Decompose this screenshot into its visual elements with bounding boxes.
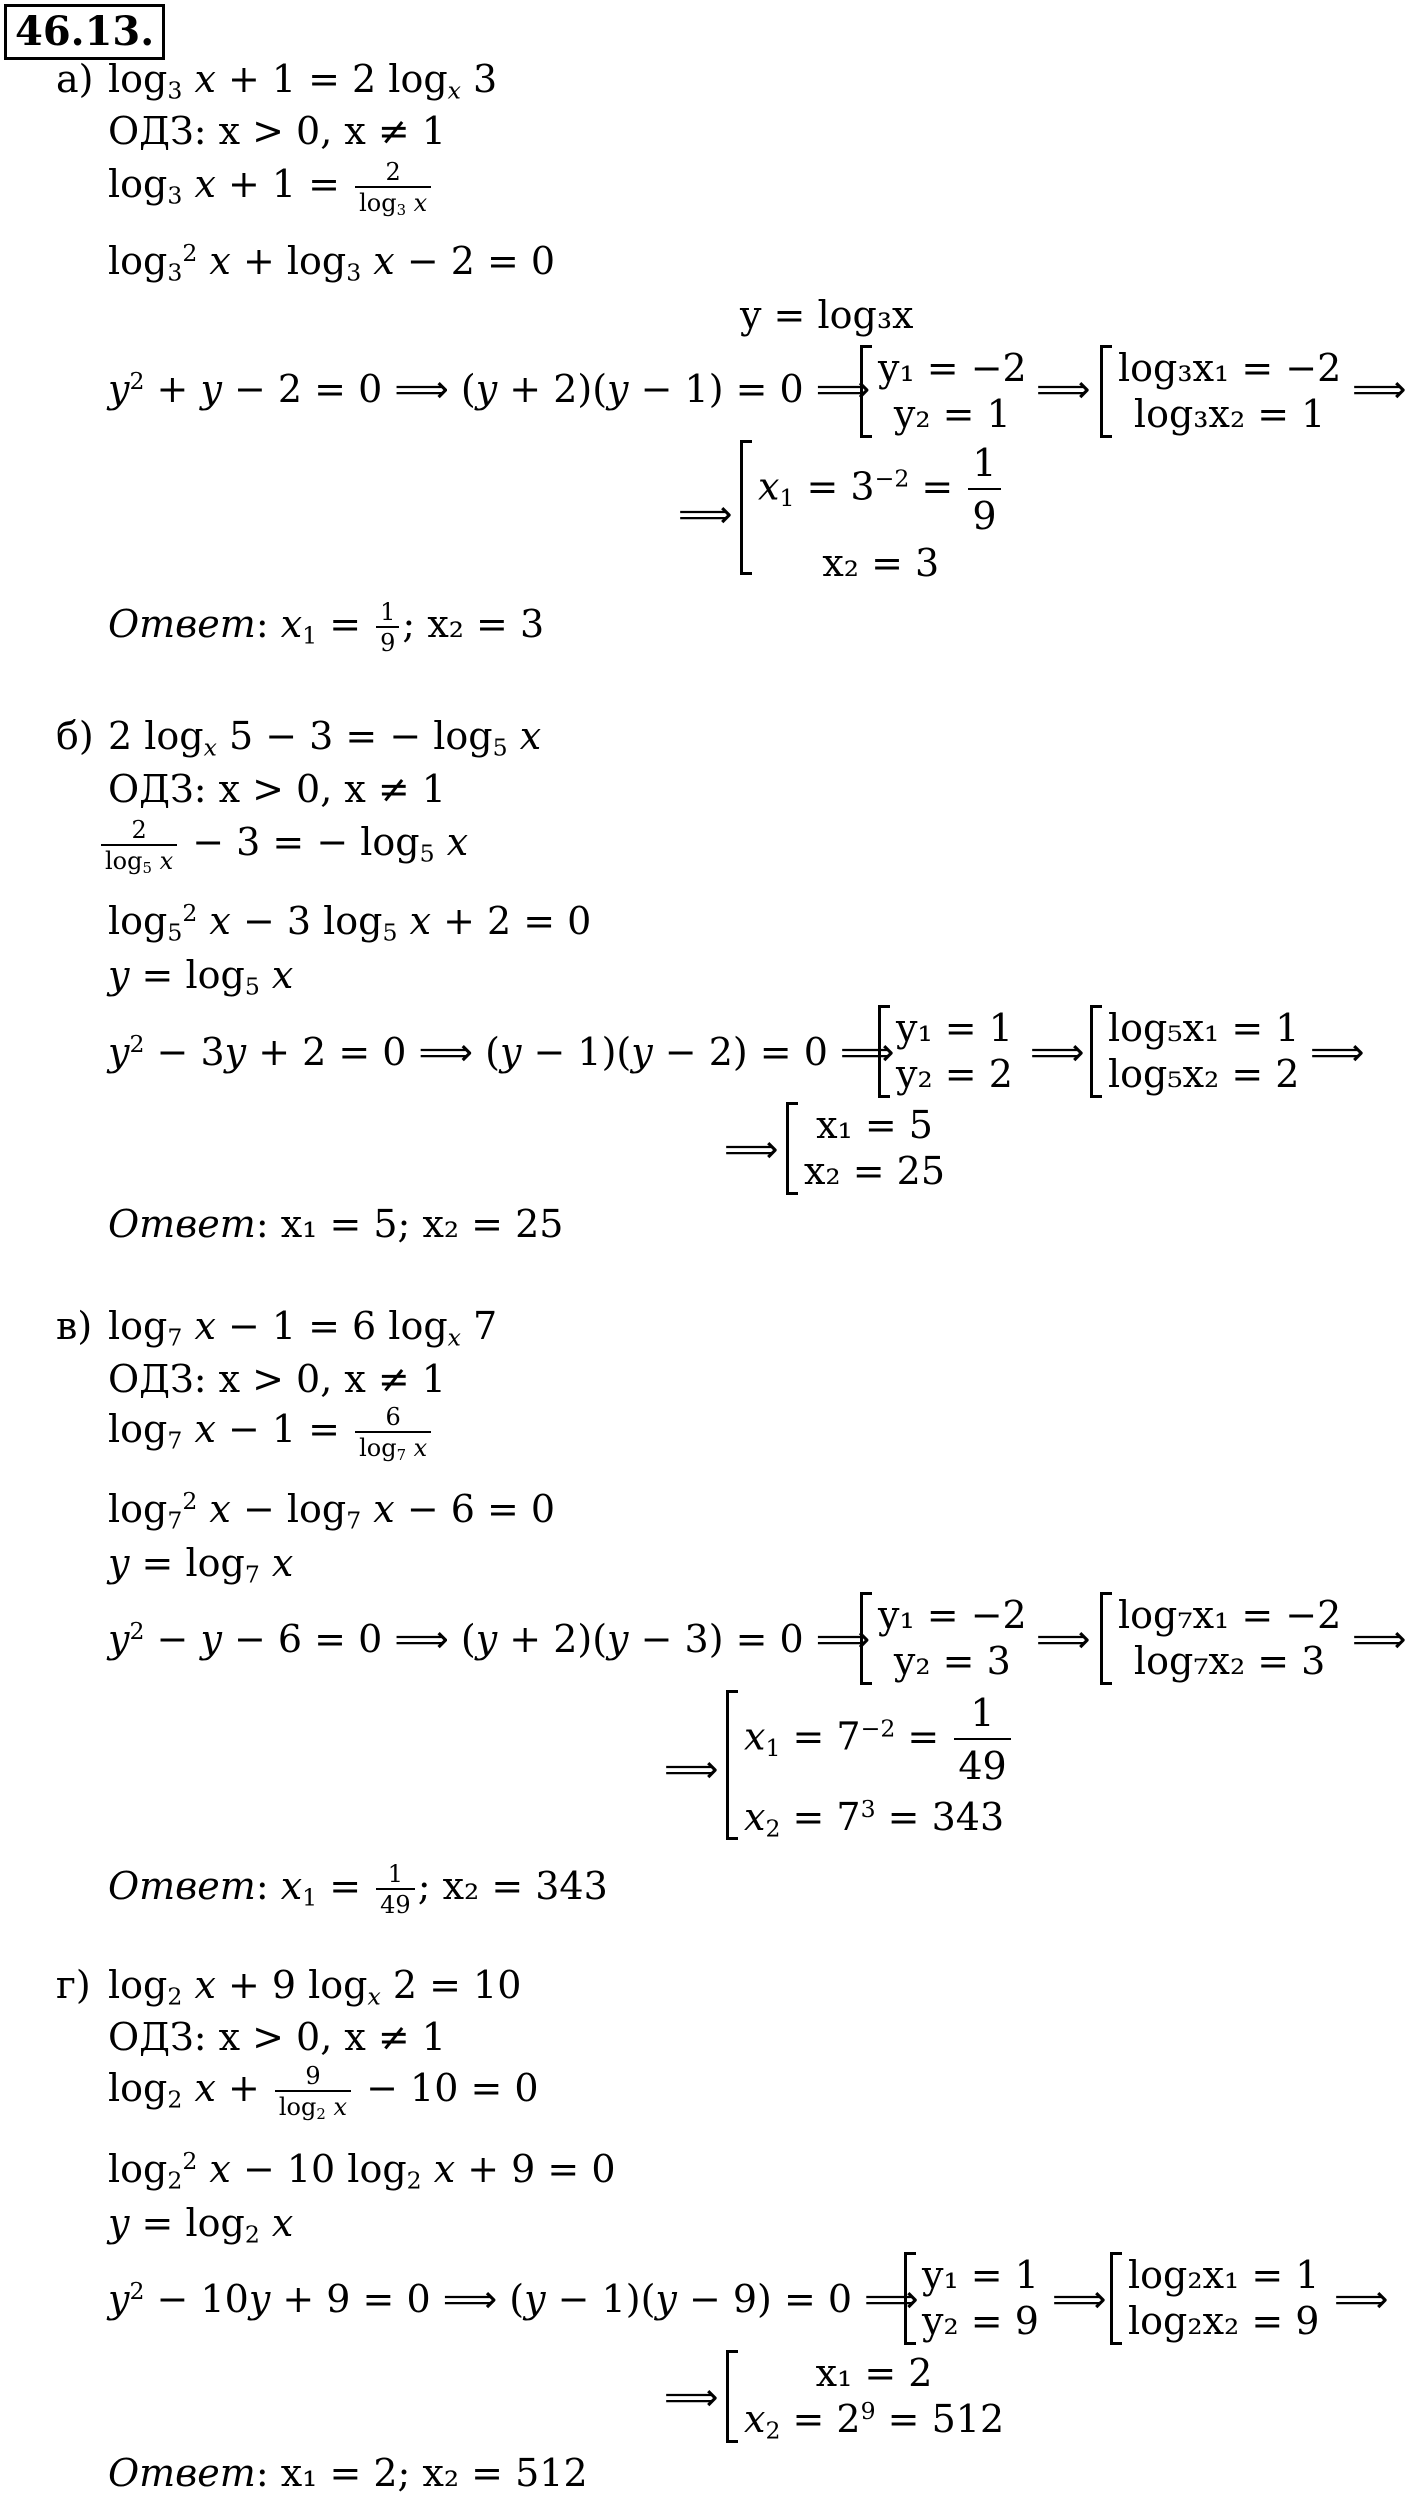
part-b-system-y: [878, 1005, 1013, 1098]
part-g-y2: y₂ = 9: [922, 2299, 1039, 2344]
part-g-odz: ОДЗ: x > 0, x ≠ 1: [108, 2015, 446, 2059]
part-v-log2: log₇x₂ = 3: [1133, 1639, 1326, 1684]
part-v-label: в): [56, 1304, 93, 1348]
part-g-system-x: [726, 2350, 1004, 2443]
part-b-implies: ⟹: [1030, 1030, 1085, 1074]
part-v-odz: ОДЗ: x > 0, x ≠ 1: [108, 1357, 446, 1401]
part-v-quadratic: $y^2 - y - 6 = 0$ ⟹ (y + 2)(y − 3) = 0 ⟹: [108, 1617, 871, 1661]
part-g-y1: y₁ = 1: [922, 2253, 1039, 2297]
part-v-answer: Ответ: $x_1$ = $\frac{1}{49}$ ; x₂ = 343: [108, 1860, 608, 1919]
part-a-x1: $x_1 = 3^{-2}$ = $\frac{1}{9}$: [758, 440, 1004, 540]
part-a-step-2: $\log_3^2 x + \log_3 x - 2 = 0$: [108, 239, 556, 287]
part-a-equation: $\log_3 x + 1 = 2$ $\log_x 3$: [108, 57, 498, 105]
part-a-y1: y₁ = −2: [878, 346, 1027, 390]
part-v-equation: $\log_7 x - 1 = 6$ $\log_x 7$: [108, 1304, 498, 1352]
part-g-log2: log₂x₂ = 9: [1128, 2299, 1320, 2344]
part-v-x2: $x_2 = 7^3 = 343$: [744, 1794, 1005, 1843]
part-a-implies-2: ⟹: [1352, 367, 1406, 411]
part-g-system-log: [1110, 2252, 1319, 2345]
part-g-implies: ⟹: [1052, 2277, 1107, 2321]
part-a-quadratic: $y^2 + y - 2 = 0$ ⟹ (y + 2)(y − 1) = 0 ⟹: [108, 367, 871, 411]
part-g-label: г): [56, 1963, 91, 2007]
part-b-implies-2: ⟹: [1310, 1030, 1365, 1074]
part-b-equation: 2 $\log_x 5 - 3$ = − $\log_5 x$: [108, 714, 542, 762]
part-g-x2: $x_2 = 2^9 = 512$: [744, 2397, 1005, 2445]
part-v-implies-3: ⟹: [664, 1747, 719, 1791]
part-g-quadratic: $y^2 - 10y + 9 = 0$ ⟹ (y − 1)(y − 9) = 0 ⟹: [108, 2277, 919, 2321]
part-g-implies-2: ⟹: [1334, 2277, 1389, 2321]
part-b-log2: log₅x₂ = 2: [1108, 1052, 1300, 1097]
part-v-system-y: [860, 1592, 1027, 1685]
part-a-odz: ОДЗ: x > 0, x ≠ 1: [108, 109, 446, 153]
part-g-equation: $\log_2 x + 9$ $\log_x 2 = 10$: [108, 1963, 522, 2011]
part-b-x2: x₂ = 25: [804, 1149, 946, 1194]
part-v-step-2: $\log_7^2 x - \log_7 x - 6 = 0$: [108, 1487, 556, 1535]
part-v-y2: y₂ = 3: [893, 1639, 1011, 1684]
part-b-odz: ОДЗ: x > 0, x ≠ 1: [108, 767, 446, 811]
part-b-y2: y₂ = 2: [896, 1052, 1013, 1097]
problem-number: 46.13.: [4, 4, 165, 60]
part-b-answer: Ответ: x₁ = 5; x₂ = 25: [108, 1202, 564, 1246]
part-a-system-log: [1100, 345, 1341, 438]
part-a-system-x: [740, 440, 1004, 585]
part-a-y2: y₂ = 1: [893, 392, 1011, 437]
part-b-label: б): [56, 714, 94, 758]
part-v-log1: log₇x₁ = −2: [1118, 1593, 1342, 1637]
part-b-step-1: $\frac{2}{\log_5 x}$ − 3 = − $\log_5 x$: [98, 818, 468, 873]
part-b-substitution: $y = \log_5 x$: [108, 953, 294, 1001]
part-v-x1: $x_1 = 7^{-2}$ = $\frac{1}{49}$: [744, 1690, 1014, 1790]
part-g-substitution: $y = \log_2 x$: [108, 2201, 294, 2249]
part-b-log1: log₅x₁ = 1: [1108, 1006, 1300, 1050]
part-b-x1: x₁ = 5: [816, 1103, 933, 1147]
part-g-answer: Ответ: x₁ = 2; x₂ = 512: [108, 2451, 588, 2495]
part-g-log1: log₂x₁ = 1: [1128, 2253, 1320, 2297]
part-v-implies-2: ⟹: [1352, 1617, 1406, 1661]
part-g-x1: x₁ = 2: [815, 2351, 933, 2395]
part-a-log2: log₃x₂ = 1: [1133, 392, 1326, 437]
part-a-implies-3: ⟹: [678, 492, 733, 536]
part-b-implies-3: ⟹: [724, 1127, 779, 1171]
part-a-implies: ⟹: [1036, 367, 1091, 411]
part-g-implies-3: ⟹: [664, 2375, 719, 2419]
part-v-system-log: [1100, 1592, 1341, 1685]
part-v-system-x: [726, 1690, 1014, 1843]
part-a-step-1: $\log_3 x + 1$ = $\frac{2}{\log_3 x}$: [108, 160, 434, 215]
part-a-answer: Ответ: $x_1$ = $\frac{1}{9}$ ; x₂ = 3: [108, 598, 545, 657]
part-v-step-1: $\log_7 x - 1$ = $\frac{6}{\log_7 x}$: [108, 1405, 434, 1460]
part-b-step-2: $\log_5^2 x - 3$ $\log_5 x + 2 = 0$: [108, 899, 592, 947]
part-a-x2: x₂ = 3: [822, 540, 940, 585]
part-a-log1: log₃x₁ = −2: [1118, 346, 1342, 390]
part-g-step-1: $\log_2 x$ + $\frac{9}{\log_2 x}$ − 10 = 0: [108, 2062, 539, 2124]
part-v-y1: y₁ = −2: [878, 1593, 1027, 1637]
part-g-system-y: [904, 2252, 1039, 2345]
part-b-system-x: [786, 1102, 945, 1195]
part-a-label: а): [56, 57, 94, 101]
part-v-implies: ⟹: [1036, 1617, 1091, 1661]
part-g-step-2: $\log_2^2 x - 10$ $\log_2 x + 9 = 0$: [108, 2147, 616, 2195]
part-b-system-log: [1090, 1005, 1299, 1098]
part-a-system-y: [860, 345, 1027, 438]
part-b-y1: y₁ = 1: [896, 1006, 1013, 1050]
part-a-substitution: y = log₃x: [740, 293, 914, 337]
part-b-quadratic: $y^2 - 3y + 2 = 0$ ⟹ (y − 1)(y − 2) = 0 ⟹: [108, 1030, 895, 1074]
part-v-substitution: $y = \log_7 x$: [108, 1541, 294, 1589]
